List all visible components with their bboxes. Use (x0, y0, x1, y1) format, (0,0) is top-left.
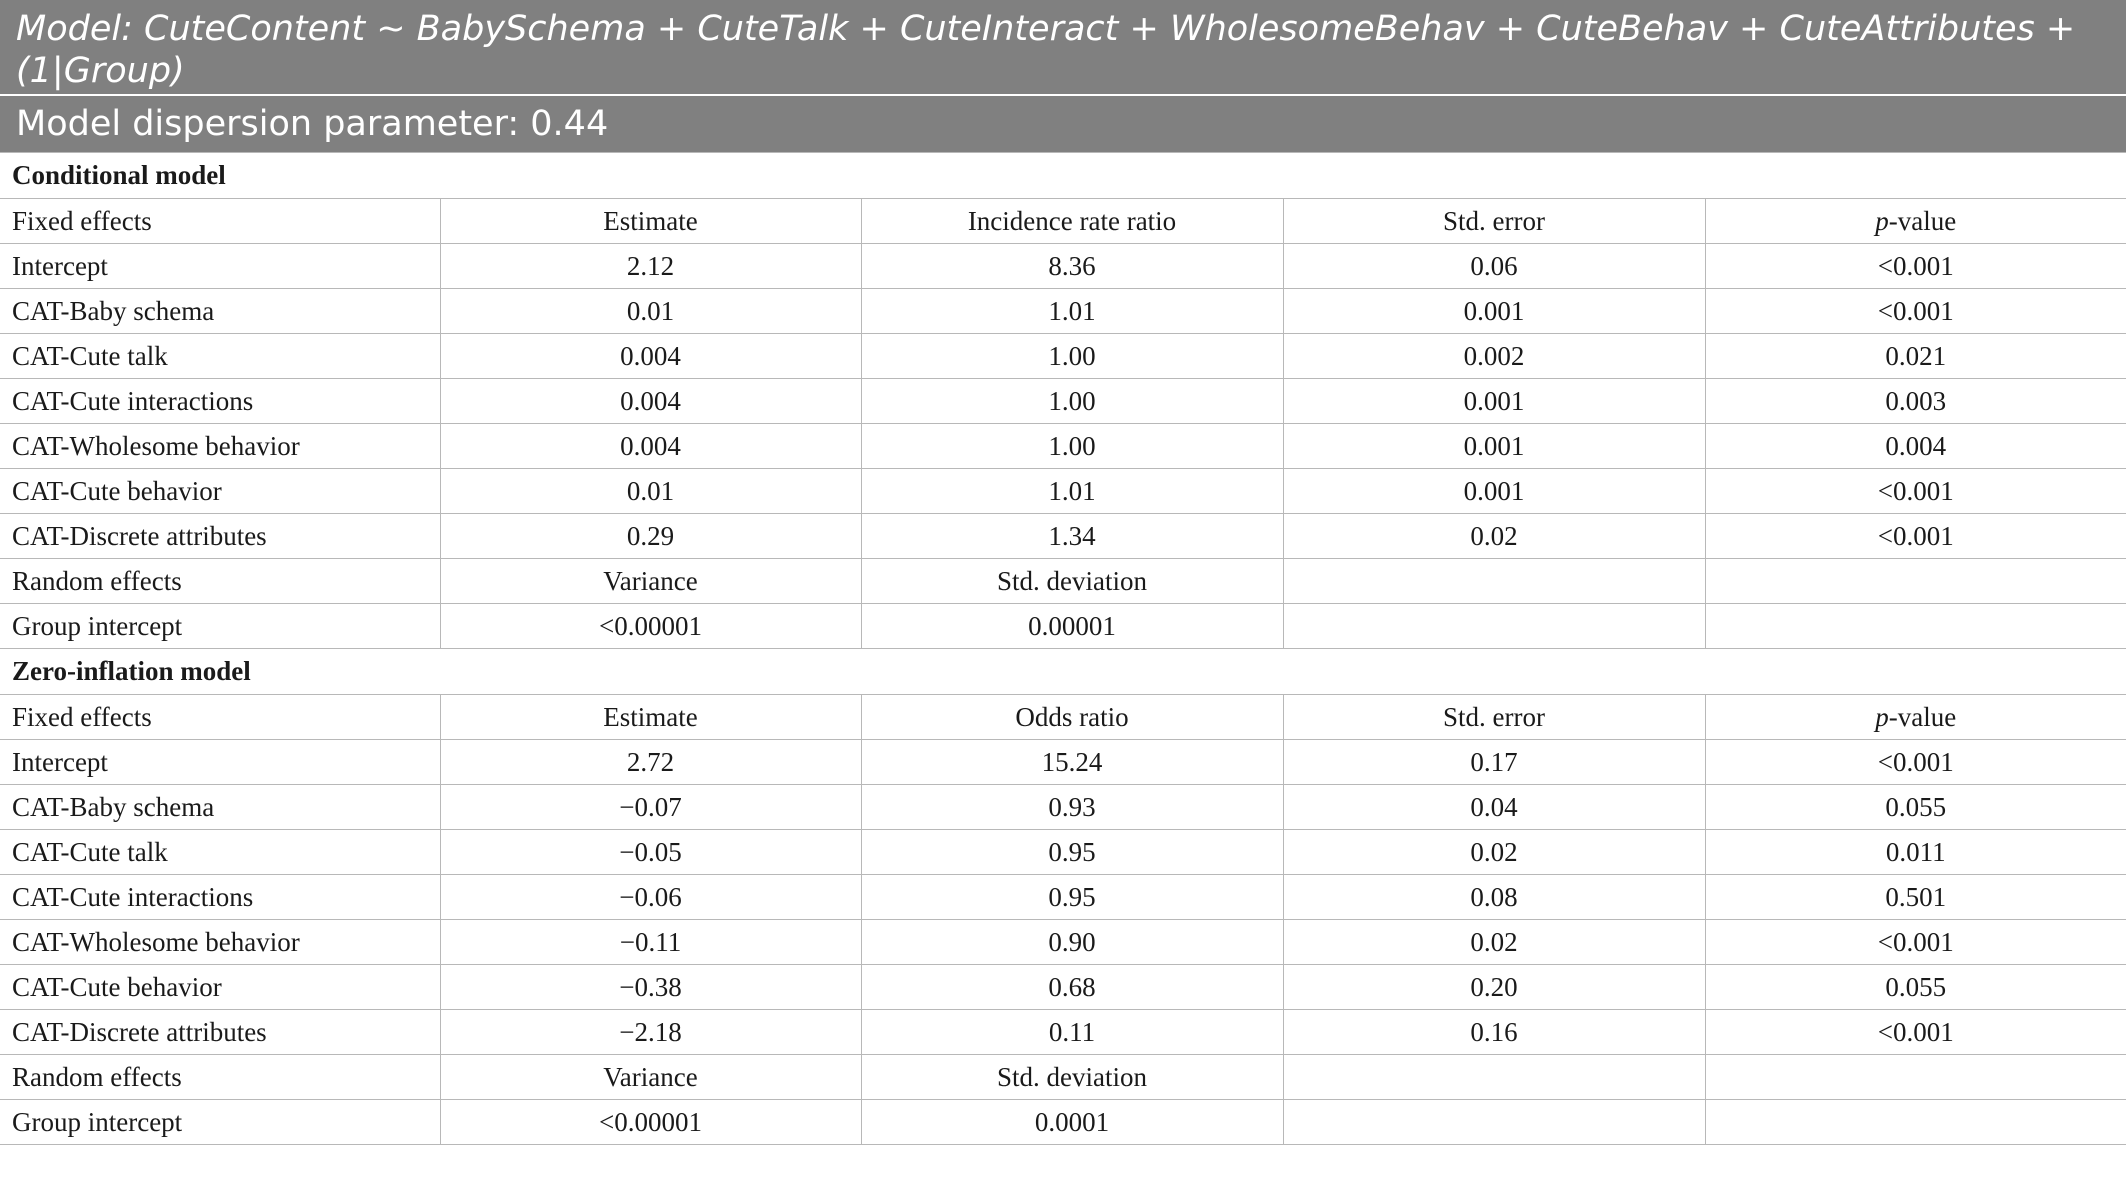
table-cell: 1.34 (861, 514, 1283, 559)
table-cell: 0.501 (1705, 875, 2126, 920)
table-cell: 2.12 (440, 244, 861, 289)
row-label: Group intercept (0, 604, 440, 649)
table-cell: 0.90 (861, 920, 1283, 965)
column-header: Estimate (440, 199, 861, 244)
row-label: CAT-Cute behavior (0, 469, 440, 514)
table-row (0, 875, 2126, 920)
zero-inflation-model-random-header-row (0, 1055, 2126, 1100)
table-cell: <0.001 (1705, 740, 2126, 785)
table-cell: <0.001 (1705, 289, 2126, 334)
model-formula: Model: CuteContent ~ BabySchema + CuteTalk + CuteInteract + WholesomeBehav + CuteBehav + CuteAttributes + (1|Group) (0, 0, 2126, 96)
zero-inflation-model-fixed-header-row (0, 695, 2126, 740)
table-cell: 0.001 (1283, 424, 1705, 469)
coefficients-table (0, 152, 2126, 1145)
table-row (0, 1100, 2126, 1145)
zero-inflation-model-title: Zero-inflation model (0, 649, 2126, 695)
table-cell: 8.36 (861, 244, 1283, 289)
row-label: Intercept (0, 244, 440, 289)
table-cell: <0.001 (1705, 1010, 2126, 1055)
table-cell: 0.055 (1705, 965, 2126, 1010)
table-cell: 0.004 (440, 334, 861, 379)
p-italic: p (1875, 205, 1889, 236)
table-cell: 0.04 (1283, 785, 1705, 830)
table-cell: 1.01 (861, 289, 1283, 334)
table-row (0, 289, 2126, 334)
table-cell: 0.001 (1283, 379, 1705, 424)
p-value-suffix: -value (1888, 701, 1957, 732)
table-row (0, 965, 2126, 1010)
table-cell: <0.001 (1705, 469, 2126, 514)
table-cell: 1.00 (861, 424, 1283, 469)
column-header: Std. error (1283, 695, 1705, 740)
table-cell: 0.004 (440, 424, 861, 469)
table-cell: −0.05 (440, 830, 861, 875)
table-cell: 0.00001 (861, 604, 1283, 649)
column-header: Random effects (0, 1055, 440, 1100)
table-cell: 0.055 (1705, 785, 2126, 830)
row-label: Group intercept (0, 1100, 440, 1145)
table-cell: 0.02 (1283, 514, 1705, 559)
table-cell: <0.001 (1705, 920, 2126, 965)
table-row (0, 334, 2126, 379)
empty-cell (1283, 1100, 1705, 1145)
table-cell: −0.11 (440, 920, 861, 965)
empty-cell (1705, 559, 2126, 604)
table-row (0, 785, 2126, 830)
row-label: CAT-Baby schema (0, 785, 440, 830)
row-label: CAT-Wholesome behavior (0, 424, 440, 469)
table-cell: 0.17 (1283, 740, 1705, 785)
table-row (0, 740, 2126, 785)
column-header: Odds ratio (861, 695, 1283, 740)
table-cell: 0.01 (440, 469, 861, 514)
conditional-model-title-row (0, 153, 2126, 199)
empty-cell (1705, 604, 2126, 649)
table-cell: 0.001 (1283, 289, 1705, 334)
table-cell: <0.001 (1705, 244, 2126, 289)
column-header: Fixed effects (0, 695, 440, 740)
conditional-model-random-header-row (0, 559, 2126, 604)
table-cell: 1.01 (861, 469, 1283, 514)
table-cell: 0.68 (861, 965, 1283, 1010)
table-cell: −0.07 (440, 785, 861, 830)
table-cell: 0.29 (440, 514, 861, 559)
row-label: CAT-Wholesome behavior (0, 920, 440, 965)
table-cell: 0.02 (1283, 920, 1705, 965)
table-row (0, 1010, 2126, 1055)
table-cell: 0.01 (440, 289, 861, 334)
empty-cell (1283, 604, 1705, 649)
table-cell: 0.0001 (861, 1100, 1283, 1145)
conditional-model-fixed-header-row (0, 199, 2126, 244)
table-cell: 0.02 (1283, 830, 1705, 875)
table-cell: 0.06 (1283, 244, 1705, 289)
table-cell: 0.95 (861, 875, 1283, 920)
table-row (0, 920, 2126, 965)
row-label: CAT-Discrete attributes (0, 514, 440, 559)
table-row (0, 244, 2126, 289)
table-cell: 0.011 (1705, 830, 2126, 875)
table-row (0, 604, 2126, 649)
row-label: CAT-Baby schema (0, 289, 440, 334)
table-row (0, 469, 2126, 514)
zero-inflation-model-title-row (0, 649, 2126, 695)
column-header: Incidence rate ratio (861, 199, 1283, 244)
table-row (0, 424, 2126, 469)
table-cell: 0.002 (1283, 334, 1705, 379)
table-cell: 0.95 (861, 830, 1283, 875)
p-italic: p (1875, 701, 1889, 732)
table-cell: 0.003 (1705, 379, 2126, 424)
column-header: Variance (440, 1055, 861, 1100)
row-label: CAT-Cute talk (0, 334, 440, 379)
column-header: Std. deviation (861, 1055, 1283, 1100)
column-header: Std. error (1283, 199, 1705, 244)
column-header: Std. deviation (861, 559, 1283, 604)
column-header-p-value (1705, 695, 2126, 740)
table-cell: 0.004 (440, 379, 861, 424)
column-header: Random effects (0, 559, 440, 604)
dispersion-parameter: Model dispersion parameter: 0.44 (0, 96, 2126, 152)
row-label: CAT-Cute behavior (0, 965, 440, 1010)
table-cell: 0.001 (1283, 469, 1705, 514)
empty-cell (1283, 559, 1705, 604)
table-cell: 1.00 (861, 334, 1283, 379)
table-cell: 0.20 (1283, 965, 1705, 1010)
row-label: CAT-Cute talk (0, 830, 440, 875)
column-header: Fixed effects (0, 199, 440, 244)
p-value-suffix: -value (1888, 205, 1957, 236)
table-cell: 0.11 (861, 1010, 1283, 1055)
table-cell: 2.72 (440, 740, 861, 785)
table-cell: <0.00001 (440, 1100, 861, 1145)
conditional-model-title: Conditional model (0, 153, 2126, 199)
table-row (0, 830, 2126, 875)
row-label: Intercept (0, 740, 440, 785)
column-header: Estimate (440, 695, 861, 740)
table-cell: 0.16 (1283, 1010, 1705, 1055)
table-cell: 0.021 (1705, 334, 2126, 379)
table-cell: <0.00001 (440, 604, 861, 649)
row-label: CAT-Cute interactions (0, 875, 440, 920)
table-cell: −2.18 (440, 1010, 861, 1055)
table-cell: −0.06 (440, 875, 861, 920)
table-cell: −0.38 (440, 965, 861, 1010)
table-row (0, 514, 2126, 559)
table-cell: 1.00 (861, 379, 1283, 424)
column-header: Variance (440, 559, 861, 604)
table-cell: 0.08 (1283, 875, 1705, 920)
row-label: CAT-Discrete attributes (0, 1010, 440, 1055)
table-cell: <0.001 (1705, 514, 2126, 559)
table-cell: 15.24 (861, 740, 1283, 785)
empty-cell (1705, 1055, 2126, 1100)
table-cell: 0.93 (861, 785, 1283, 830)
empty-cell (1283, 1055, 1705, 1100)
column-header-p-value (1705, 199, 2126, 244)
table-row (0, 379, 2126, 424)
table-cell: 0.004 (1705, 424, 2126, 469)
empty-cell (1705, 1100, 2126, 1145)
row-label: CAT-Cute interactions (0, 379, 440, 424)
